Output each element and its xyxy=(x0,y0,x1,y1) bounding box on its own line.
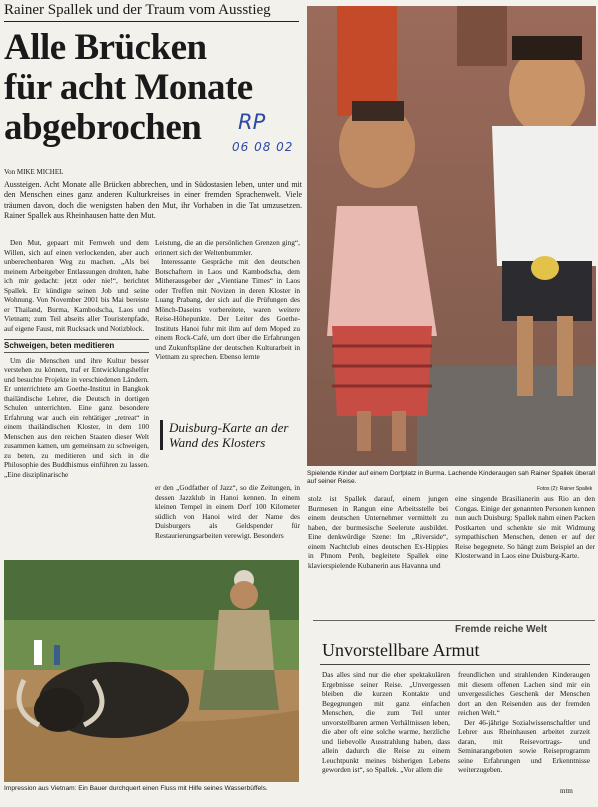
col4-paragraph: eine singende Brasilianerin aus Rio an den Congas. Einige der genannten Personen kennen nun auch Duisburg: Spallek nahm einen Packen Postkarten und schenkte sie mit Widmung sympathischen Menschen, denen er auf der Reise begegnete. So hängt zum Beispiel an der Klosterwand in Laos eine Duisburg-Karte. xyxy=(455,494,595,560)
photo-credit: Fotos (2): Rainer Spallek xyxy=(537,486,593,492)
box-column-left xyxy=(322,670,450,775)
col1-paragraph-1: Den Mut, gepaart mit Fernweh und dem Willen, sich auf einen verlockenden, aber auch unberechenbaren Weg zu machen. „Als bei meinem Arbeitgeber Entlassungen drohten, habe ich mir gedacht: jetzt oder nie!“, berichtet Spallek. Er kündigte seinen Job und seine Wohnung. Von November 2001 bis Mai bereiste er Thailand, Burma, Kambodscha, Laos und Vietnam; zum Teil abseits aller Touristenpfade, auf eigene Faust, mit Rucksack und Notizblock. xyxy=(4,238,149,333)
column-1 xyxy=(4,238,149,479)
photo2-caption: Impression aus Vietnam: Ein Bauer durchquert einen Fluss mit Hilfe seines Wasserbüffels. xyxy=(4,785,268,792)
headline-line-3: abgebrochen xyxy=(4,107,202,148)
column-2-bottom xyxy=(155,483,300,540)
box-right-paragraph-1: freundlichen und strahlenden Kinderaugen mit diesem offenen Lachen sind mir ein unvergessliches Geschenk der Menschen dort an den Reisenden aus der fremden reichen Welt.“ xyxy=(458,670,590,717)
col3-paragraph: stolz ist Spallek darauf, einem jungen Burmesen in Rangun eine Arbeitsstelle bei einem deutschen Unternehmer vermittelt zu haben, der burmesische Seelerute ausbildet. Eine denkwürdige Szene: Im „Riverside“, einem Nachtclub eines deutschen Ex-Hippies in Phnom Penh, begleitete Spallek eine klavierspielende Kubanerin aus Havanna und xyxy=(308,494,448,570)
source-stamp: RP xyxy=(238,110,266,134)
photo-buffalo-illustration xyxy=(4,560,299,782)
author-initials: mtm xyxy=(560,787,573,795)
date-stamp: 06 08 02 xyxy=(232,140,294,154)
subheading: Schweigen, beten meditieren xyxy=(4,339,149,353)
col2-paragraph-2: Interessante Gespräche mit den deutschen Botschaftern in Laos und Kambodscha, dem Mitherausgeber der „Vientiane Times“ in Laos oder Treffen mit Novizen in deren Kloster in Luang Prabang, der sich auf die Prüfungen des Mönch-Daseins vorbereitete, waren weitere Reise-Höhepunkte. Der Leiter des Goethe-Instituts Hanoi fuhr mit ihm auf dem Moped zu einem Rock-Café, um dort über die Erfahrungen und Zukunftspläne der deutschen Kulturarbeit in Vietnam zu sprechen. Ebenso lernte xyxy=(155,257,300,361)
box-kicker: Fremde reiche Welt xyxy=(455,624,548,635)
box-rule xyxy=(320,664,590,665)
col1-paragraph-2: Um die Menschen und ihre Kultur besser verstehen zu können, traf er Entwicklungshelfer und besuchte Projekte in verschiedenen Ländern. Er unterrichtete am Goethe-Institut in Bangkok thailändische Lehrer, die Deutsch in dortigen Schulen unterrichten. Eine ganz besondere Erfahrung war auch ein rehtätiger „retreat“ in einem thailändischen Kloster, in dem 100 Menschen aus den reichen Staaten dieser Welt zusammen kamen, um gemeinsam zu schweigen, zu beten, zu meditieren und sich in die Philosophie des Buddhismus einführen zu lassen. „Eine disziplinarische xyxy=(4,355,149,479)
col2-paragraph-3: er den „Godfather of Jazz“, so die Zeitungen, in dessen Jazzklub in Hanoi kennen. In einem kleinen Tempel in einem Dorf 100 Kilometer südlich von Hanoi wird der Name des Duisburgers als Geldspender für Restaurierungsarbeiten verewigt. Besonders xyxy=(155,483,300,540)
column-4 xyxy=(455,494,595,561)
photo-children-illustration xyxy=(307,6,596,466)
headline-line-1: Alle Brücken xyxy=(4,27,207,68)
photo1-caption: Spielende Kinder auf einem Dorfplatz in Burma. Lachende Kinderaugen sah Rainer Spallek überall auf seiner Reise. xyxy=(307,470,596,485)
box-left-paragraph: Das alles sind nur die eher spektakulären Ergebnisse seiner Reise. „Unvergessen bleiben die kurzen Kontakte und Begegnungen mit ganz einfachen Menschen, die zum Teil unter unvorstellbaren armen Verhältnissen leben, die aber oft eine solche warme, herzliche und liebevolle Ausstrahlung haben, dass allein dadurch die Reise zu einem Leuchtpunkt meines bisherigen Lebens geworden ist“, so Spallek. „Vor allem die xyxy=(322,670,450,774)
box-right-paragraph-2: Der 46-jährige Sozialwissenschaftler und Lehrer aus Rheinhausen arbeitet zurzeit daran, mit Reisevortrags- und Seminarangeboten sowie Reiseprogramm seine Erfahrungen und Erkenntnisse weiterzugeben. xyxy=(458,717,590,774)
photo-vietnam-buffalo xyxy=(4,560,299,782)
column-3 xyxy=(308,494,448,570)
box-column-right xyxy=(458,670,590,775)
photo-children-burma xyxy=(307,6,596,466)
byline: Von MIKE MICHEL xyxy=(4,168,64,176)
column-2-top xyxy=(155,238,300,362)
box-title: Unvorstellbare Armut xyxy=(322,640,480,660)
headline-line-2: für acht Monate xyxy=(4,67,253,108)
kicker: Rainer Spallek und der Traum vom Ausstieg xyxy=(4,2,271,18)
kicker-rule xyxy=(4,21,299,22)
pull-quote: Duisburg-Karte an der Wand des Klosters xyxy=(160,420,299,450)
lead-paragraph: Aussteigen. Acht Monate alle Brücken abbrechen, und in Südostasien leben, unter und mit den Menschen eines ganz anderen Kulturkreises in einer fremden Sprachenwelt. Viele träumen davon, doch die wenigsten haben den Mut, ihr Vorhaben in die Tat umzusetzen. Rainer Spallek aus Rheinhausen hatte den Mut. xyxy=(4,180,302,220)
col2-paragraph-1: Leistung, die an die persönlichen Grenzen ging“, erinnert sich der Weltenbummler. xyxy=(155,238,300,257)
